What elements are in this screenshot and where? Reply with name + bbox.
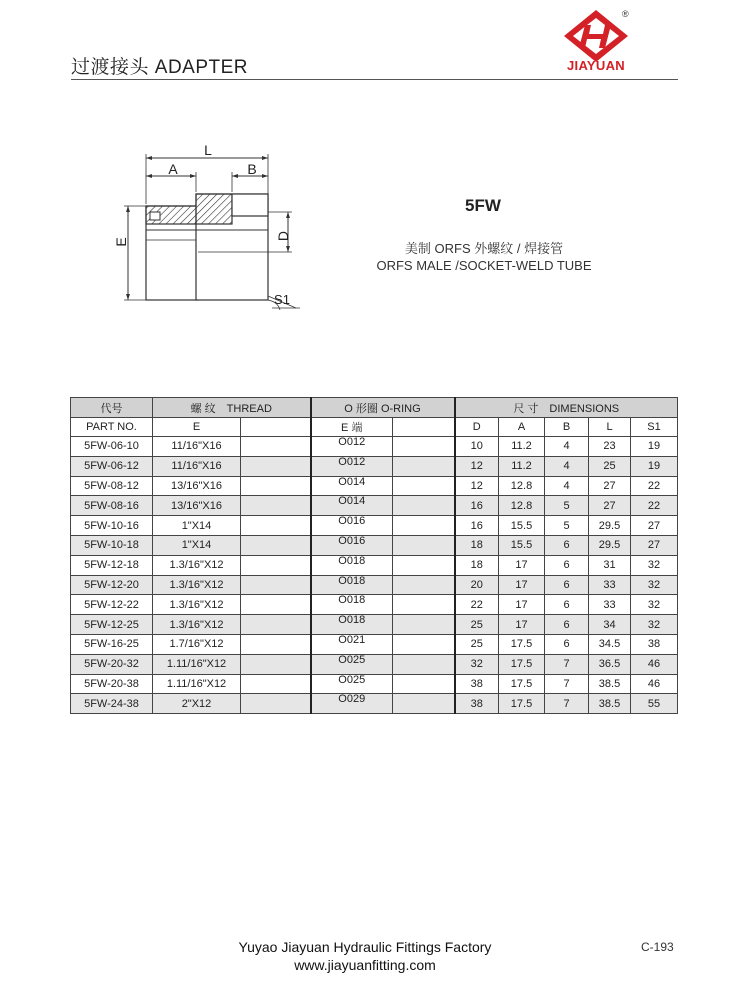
dim-a-cell: 15.5 [499,516,545,536]
header-code: 代号 [71,398,153,418]
dim-a-cell: 17 [499,555,545,575]
dim-s1-cell: 19 [631,437,678,457]
empty-cell [393,575,455,595]
dim-d-cell: 38 [455,694,499,714]
oring-cell: O014 [311,476,393,496]
dim-l-cell: 33 [589,595,631,615]
part-no-cell: 5FW-06-12 [71,456,153,476]
dim-d-cell: 16 [455,496,499,516]
part-no-cell: 5FW-24-38 [71,694,153,714]
empty-cell [393,615,455,635]
dim-a-cell: 17 [499,595,545,615]
dim-d-cell: 18 [455,535,499,555]
dim-a-cell: 11.2 [499,456,545,476]
thread-cell: 1.11/16"X12 [153,654,241,674]
part-no-cell: 5FW-20-38 [71,674,153,694]
dim-d-cell: 12 [455,456,499,476]
empty-cell [241,496,311,516]
part-no-cell: 5FW-08-12 [71,476,153,496]
dim-l-cell: 29.5 [589,535,631,555]
empty-cell [393,476,455,496]
dim-l-cell: 27 [589,476,631,496]
empty-cell [241,634,311,654]
dim-d-cell: 12 [455,476,499,496]
dim-s1-cell: 22 [631,496,678,516]
dim-label-b: B [247,161,257,177]
header-thread: 螺 纹 THREAD [153,398,311,418]
dim-a-cell: 15.5 [499,535,545,555]
header-part-no: PART NO. [71,418,153,437]
thread-cell: 11/16"X16 [153,437,241,457]
dim-b-cell: 4 [545,456,589,476]
dim-b-cell: 6 [545,535,589,555]
dim-d-cell: 10 [455,437,499,457]
dim-b-cell: 6 [545,575,589,595]
oring-cell: O025 [311,674,393,694]
dim-a-cell: 17.5 [499,694,545,714]
thread-cell: 1.3/16"X12 [153,555,241,575]
header-divider [71,79,678,80]
product-description-cn: 美制 ORFS 外螺纹 / 焊接管 [404,241,564,256]
table-row [71,555,678,575]
oring-cell: O021 [311,634,393,654]
part-no-cell: 5FW-12-22 [71,595,153,615]
part-no-cell: 5FW-12-18 [71,555,153,575]
oring-cell: O018 [311,595,393,615]
empty-cell [393,634,455,654]
header-a: A [499,418,545,437]
thread-cell: 13/16"X16 [153,496,241,516]
oring-cell: O016 [311,535,393,555]
dim-s1-cell: 22 [631,476,678,496]
part-no-cell: 5FW-16-25 [71,634,153,654]
oring-cell: O025 [311,654,393,674]
empty-cell [393,674,455,694]
part-no-cell: 5FW-12-20 [71,575,153,595]
dim-l-cell: 34.5 [589,634,631,654]
empty-cell [241,575,311,595]
dim-s1-cell: 32 [631,555,678,575]
dim-s1-cell: 55 [631,694,678,714]
part-no-cell: 5FW-06-10 [71,437,153,457]
dim-s1-cell: 27 [631,535,678,555]
product-description-en: ORFS MALE /SOCKET-WELD TUBE [376,258,592,273]
dim-a-cell: 17.5 [499,674,545,694]
thread-cell: 2"X12 [153,694,241,714]
empty-cell [393,595,455,615]
oring-cell: O014 [311,496,393,516]
page-title: 过渡接头 ADAPTER [71,57,249,78]
dim-b-cell: 6 [545,634,589,654]
dim-label-a: A [168,161,178,177]
empty-cell [393,555,455,575]
thread-cell: 1.3/16"X12 [153,595,241,615]
oring-cell: O012 [311,437,393,457]
brand-name: JIAYUAN [567,58,625,73]
dim-d-cell: 22 [455,595,499,615]
oring-cell: O018 [311,575,393,595]
dim-l-cell: 29.5 [589,516,631,536]
dim-label-d: D [275,230,291,242]
table-row [71,496,678,516]
oring-cell: O018 [311,555,393,575]
dim-b-cell: 4 [545,437,589,457]
oring-cell: O029 [311,694,393,714]
dim-l-cell: 36.5 [589,654,631,674]
product-code: 5FW [465,196,501,215]
dim-l-cell: 34 [589,615,631,635]
dim-l-cell: 33 [589,575,631,595]
table-row [71,615,678,635]
dim-a-cell: 17 [499,575,545,595]
dim-l-cell: 27 [589,496,631,516]
dim-d-cell: 16 [455,516,499,536]
empty-cell [241,555,311,575]
footer-website[interactable]: www.jiayuanfitting.com [294,957,436,973]
dim-a-cell: 17.5 [499,654,545,674]
part-no-cell: 5FW-10-16 [71,516,153,536]
dim-b-cell: 5 [545,516,589,536]
thread-cell: 1.11/16"X12 [153,674,241,694]
table-row [71,654,678,674]
dim-l-cell: 25 [589,456,631,476]
empty-cell [241,437,311,457]
empty-cell [393,535,455,555]
dim-s1-cell: 32 [631,575,678,595]
dim-b-cell: 7 [545,674,589,694]
thread-cell: 1"X14 [153,516,241,536]
dim-b-cell: 6 [545,615,589,635]
dim-b-cell: 6 [545,595,589,615]
table-row [71,456,678,476]
empty-cell [241,615,311,635]
thread-cell: 1.3/16"X12 [153,615,241,635]
header-l: L [589,418,631,437]
header-b: B [545,418,589,437]
empty-cell [393,694,455,714]
dim-l-cell: 38.5 [589,694,631,714]
header-dimensions: 尺 寸 DIMENSIONS [455,398,678,418]
dim-b-cell: 7 [545,654,589,674]
dim-label-s1: S1 [274,292,290,307]
dim-b-cell: 4 [545,476,589,496]
table-row [71,595,678,615]
dim-s1-cell: 32 [631,595,678,615]
dim-l-cell: 23 [589,437,631,457]
thread-cell: 1.7/16"X12 [153,634,241,654]
part-no-cell: 5FW-20-32 [71,654,153,674]
header-e: E [153,418,241,437]
empty-cell [393,496,455,516]
empty-cell [241,476,311,496]
dim-s1-cell: 19 [631,456,678,476]
part-no-cell: 5FW-10-18 [71,535,153,555]
dim-label-e: E [113,237,129,247]
header-e-end: E 端 [311,418,393,437]
oring-cell: O018 [311,615,393,635]
empty-cell [241,674,311,694]
table-row [71,476,678,496]
thread-cell: 11/16"X16 [153,456,241,476]
dim-s1-cell: 46 [631,674,678,694]
empty-cell [241,654,311,674]
empty-cell [393,516,455,536]
dim-s1-cell: 38 [631,634,678,654]
table-row [71,516,678,536]
dim-s1-cell: 27 [631,516,678,536]
header-d: D [455,418,499,437]
dim-a-cell: 12.8 [499,476,545,496]
empty-cell [241,456,311,476]
thread-cell: 13/16"X16 [153,476,241,496]
empty-cell [393,437,455,457]
dim-d-cell: 25 [455,615,499,635]
header-s1: S1 [631,418,678,437]
dim-s1-cell: 46 [631,654,678,674]
oring-cell: O012 [311,456,393,476]
empty-cell [241,535,311,555]
dim-a-cell: 11.2 [499,437,545,457]
table-row [71,437,678,457]
part-no-cell: 5FW-08-16 [71,496,153,516]
table-row [71,694,678,714]
dim-d-cell: 25 [455,634,499,654]
dim-a-cell: 17 [499,615,545,635]
registered-mark: ® [622,9,629,19]
empty-cell [393,456,455,476]
dim-d-cell: 38 [455,674,499,694]
part-no-cell: 5FW-12-25 [71,615,153,635]
empty-cell [241,516,311,536]
dim-b-cell: 6 [545,555,589,575]
header-oring: O 形圈 O-RING [311,398,455,418]
footer-company: Yuyao Jiayuan Hydraulic Fittings Factory [238,939,492,955]
dim-d-cell: 20 [455,575,499,595]
dim-d-cell: 32 [455,654,499,674]
dim-d-cell: 18 [455,555,499,575]
thread-cell: 1.3/16"X12 [153,575,241,595]
dim-b-cell: 7 [545,694,589,714]
dim-b-cell: 5 [545,496,589,516]
dim-s1-cell: 32 [631,615,678,635]
empty-cell [241,694,311,714]
page-number: C-193 [641,940,674,954]
fitting-drawing [108,140,308,320]
empty-cell [241,595,311,615]
dim-l-cell: 31 [589,555,631,575]
dim-a-cell: 17.5 [499,634,545,654]
dim-label-l: L [204,142,212,158]
oring-cell: O016 [311,516,393,536]
table-row [71,575,678,595]
spec-table [70,397,678,714]
table-row [71,535,678,555]
empty-cell [393,654,455,674]
thread-cell: 1"X14 [153,535,241,555]
dim-l-cell: 38.5 [589,674,631,694]
table-row [71,674,678,694]
dim-a-cell: 12.8 [499,496,545,516]
table-row [71,634,678,654]
